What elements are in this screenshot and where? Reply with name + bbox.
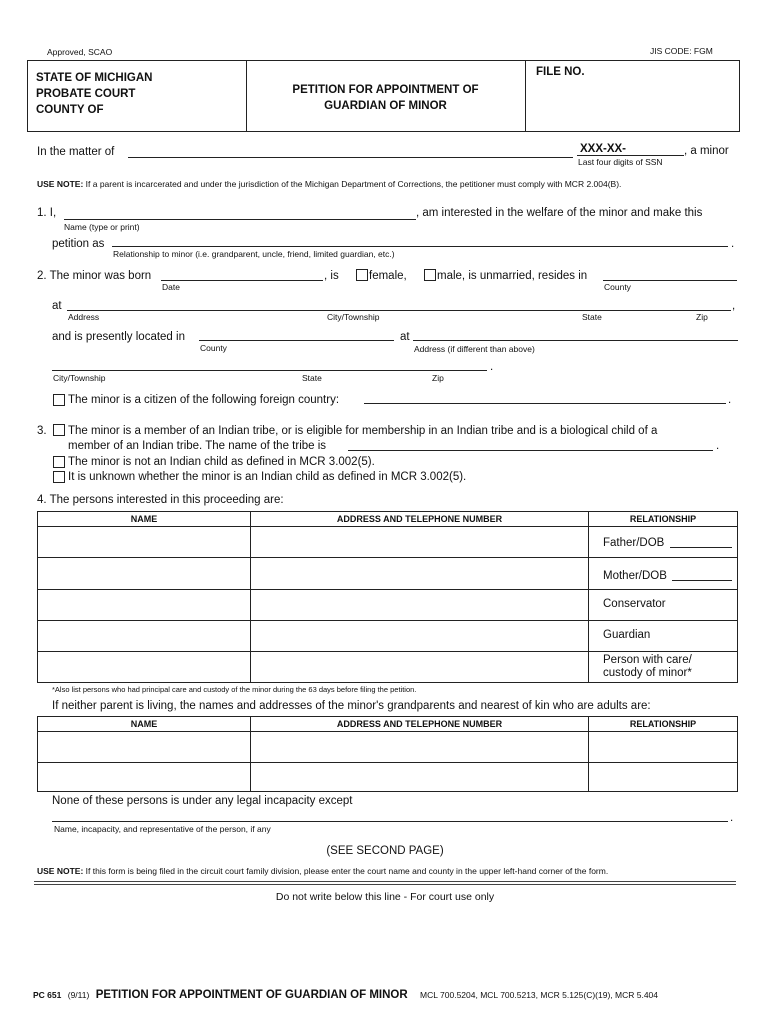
- located-county-field[interactable]: [199, 340, 394, 341]
- is-text: , is: [324, 270, 339, 282]
- neither-parent-text: If neither parent is living, the names and addresses of the minor's grandparents and nearest of kin who are adults are:: [52, 700, 651, 712]
- male-label: male, is unmarried, resides in: [437, 270, 588, 282]
- located-period: .: [490, 361, 494, 373]
- item1-prefix: 1. I,: [37, 207, 57, 219]
- table1-row5-address[interactable]: [250, 651, 589, 683]
- city-caption-2: City/Township: [53, 373, 106, 383]
- located-label: and is presently located in: [52, 331, 185, 343]
- table1-col-name: NAME: [130, 514, 158, 524]
- table1-row4-address[interactable]: [250, 620, 589, 652]
- table2-row2-name[interactable]: [37, 762, 251, 792]
- table1-row4-name[interactable]: [37, 620, 251, 652]
- footer-citations: MCL 700.5204, MCL 700.5213, MCR 5.125(C)(19), MCR 5.404: [420, 990, 659, 1000]
- rel-conservator: Conservator: [603, 598, 666, 610]
- a-minor-text: , a minor: [684, 145, 729, 157]
- use-note-1-label: USE NOTE:: [37, 179, 84, 189]
- see-second-page: (SEE SECOND PAGE): [326, 845, 444, 857]
- item4-prefix: 4. The persons interested in this proceeding are:: [37, 494, 284, 506]
- indian-member-checkbox[interactable]: [53, 424, 65, 436]
- county-field[interactable]: [603, 280, 737, 281]
- divider-1: [34, 881, 736, 882]
- ssn-prefix: XXX-XX-: [580, 143, 627, 155]
- footer-form-number: PC 651: [33, 990, 62, 1000]
- matter-label: In the matter of: [37, 146, 115, 158]
- at-label: at: [52, 300, 62, 312]
- address-caption: Address: [68, 312, 100, 322]
- relationship-field[interactable]: [112, 246, 728, 247]
- incapacity-caption: Name, incapacity, and representative of the person, if any: [54, 824, 271, 834]
- footnote: *Also list persons who had principal care and custody of the minor during the 63 days before filing the petition.: [52, 685, 417, 694]
- table1-row3-address[interactable]: [250, 589, 589, 621]
- court-use-text: Do not write below this line - For court use only: [275, 891, 495, 903]
- female-checkbox[interactable]: [356, 269, 368, 281]
- table2-col-name: NAME: [130, 719, 158, 729]
- item2-prefix: 2. The minor was born: [37, 270, 152, 282]
- table2-row2-address[interactable]: [250, 762, 589, 792]
- footer-title: PETITION FOR APPOINTMENT OF GUARDIAN OF MINOR: [95, 989, 408, 1001]
- jis-code: JIS CODE: FGM: [650, 46, 713, 56]
- use-note-2: [37, 866, 608, 876]
- name-caption: Name (type or print): [64, 222, 140, 232]
- male-checkbox[interactable]: [424, 269, 436, 281]
- located-city-field[interactable]: [52, 370, 487, 371]
- father-dob-field[interactable]: [670, 547, 732, 548]
- use-note-2-text: If this form is being filed in the circuit court family division, please enter the court name and county in the upper left-hand corner of the form.: [85, 866, 609, 876]
- located-address-field[interactable]: [413, 340, 738, 341]
- file-no-label: FILE NO.: [536, 66, 585, 78]
- address-field[interactable]: [67, 310, 731, 311]
- item1-text: , am interested in the welfare of the minor and make this: [416, 207, 703, 219]
- tribe-text: member of an Indian tribe. The name of the tribe is: [68, 440, 327, 452]
- ssn-caption: Last four digits of SSN: [578, 157, 663, 167]
- table2-row2-rel[interactable]: [588, 762, 738, 792]
- court-line-3: COUNTY OF: [36, 104, 104, 116]
- located-county-caption: County: [200, 343, 227, 353]
- tribe-name-field[interactable]: [348, 450, 713, 451]
- form-title-1: PETITION FOR APPOINTMENT OF: [292, 84, 479, 96]
- form-title-2: GUARDIAN OF MINOR: [324, 100, 447, 112]
- rel-guardian: Guardian: [603, 629, 651, 641]
- date-caption: Date: [162, 282, 180, 292]
- table2-row1-address[interactable]: [250, 731, 589, 763]
- ssn-field[interactable]: [577, 155, 684, 156]
- indian-member-text: The minor is a member of an Indian tribe, or is eligible for membership in an Indian tribe and is a biological child of a: [68, 425, 658, 437]
- unknown-indian-text: It is unknown whether the minor is an Indian child as defined in MCR 3.002(5).: [68, 471, 467, 483]
- table2-col-address: ADDRESS AND TELEPHONE NUMBER: [336, 719, 503, 729]
- table1-col-address: ADDRESS AND TELEPHONE NUMBER: [336, 514, 503, 524]
- use-note-2-label: USE NOTE:: [37, 866, 84, 876]
- not-indian-text: The minor is not an Indian child as defined in MCR 3.002(5).: [68, 456, 375, 468]
- female-label: female,: [369, 270, 407, 282]
- matter-name-field[interactable]: [128, 157, 573, 158]
- incapacity-period: .: [730, 812, 734, 824]
- citizen-period: .: [728, 394, 732, 406]
- citizen-text: The minor is a citizen of the following foreign country:: [68, 394, 340, 406]
- table1-row2-name[interactable]: [37, 557, 251, 590]
- rel-person-with-care: Person with care/ custody of minor*: [603, 654, 692, 679]
- not-indian-checkbox[interactable]: [53, 456, 65, 468]
- table1-row2-address[interactable]: [250, 557, 589, 590]
- use-note-1: [37, 179, 621, 189]
- divider-2: [34, 884, 736, 885]
- item1-period: .: [731, 238, 735, 250]
- table1-row3-name[interactable]: [37, 589, 251, 621]
- foreign-country-field[interactable]: [364, 403, 726, 404]
- zip-caption-2: Zip: [432, 373, 444, 383]
- table1-row1-address[interactable]: [250, 526, 589, 558]
- table1-col-relationship: RELATIONSHIP: [629, 514, 697, 524]
- court-line-2: PROBATE COURT: [36, 88, 136, 100]
- incapacity-field[interactable]: [52, 821, 728, 822]
- unknown-indian-checkbox[interactable]: [53, 471, 65, 483]
- address-comma: ,: [732, 300, 736, 312]
- petition-as-label: petition as: [52, 238, 105, 250]
- state-caption: State: [582, 312, 602, 322]
- none-incapacity-text: None of these persons is under any legal incapacity except: [52, 795, 353, 807]
- at2-label: at: [400, 331, 410, 343]
- address2-caption: Address (if different than above): [414, 344, 535, 354]
- birth-date-field[interactable]: [161, 280, 323, 281]
- city-caption: City/Township: [327, 312, 380, 322]
- item3-prefix: 3.: [37, 425, 47, 437]
- relationship-caption: Relationship to minor (i.e. grandparent, uncle, friend, limited guardian, etc.): [113, 249, 395, 259]
- table2-row1-name[interactable]: [37, 731, 251, 763]
- petitioner-name-field[interactable]: [64, 219, 416, 220]
- header-divider-2: [525, 60, 526, 131]
- state-caption-2: State: [302, 373, 322, 383]
- court-line-1: STATE OF MICHIGAN: [36, 72, 153, 84]
- table1-row5-name[interactable]: [37, 651, 251, 683]
- approved-text: Approved, SCAO: [47, 47, 113, 57]
- rel-mother: Mother/DOB: [603, 570, 667, 582]
- county-caption: County: [604, 282, 631, 292]
- footer-date: (9/11): [67, 990, 90, 1000]
- table1-row1-name[interactable]: [37, 526, 251, 558]
- citizen-checkbox[interactable]: [53, 394, 65, 406]
- table2-row1-rel[interactable]: [588, 731, 738, 763]
- zip-caption: Zip: [696, 312, 708, 322]
- use-note-1-text: If a parent is incarcerated and under the jurisdiction of the Michigan Department of Corrections, the petitioner must comply with MCR 2.004(B).: [85, 179, 622, 189]
- rel-father: Father/DOB: [603, 537, 665, 549]
- table2-col-relationship: RELATIONSHIP: [629, 719, 697, 729]
- tribe-period: .: [716, 440, 720, 452]
- footer: [33, 989, 658, 1001]
- mother-dob-field[interactable]: [672, 580, 732, 581]
